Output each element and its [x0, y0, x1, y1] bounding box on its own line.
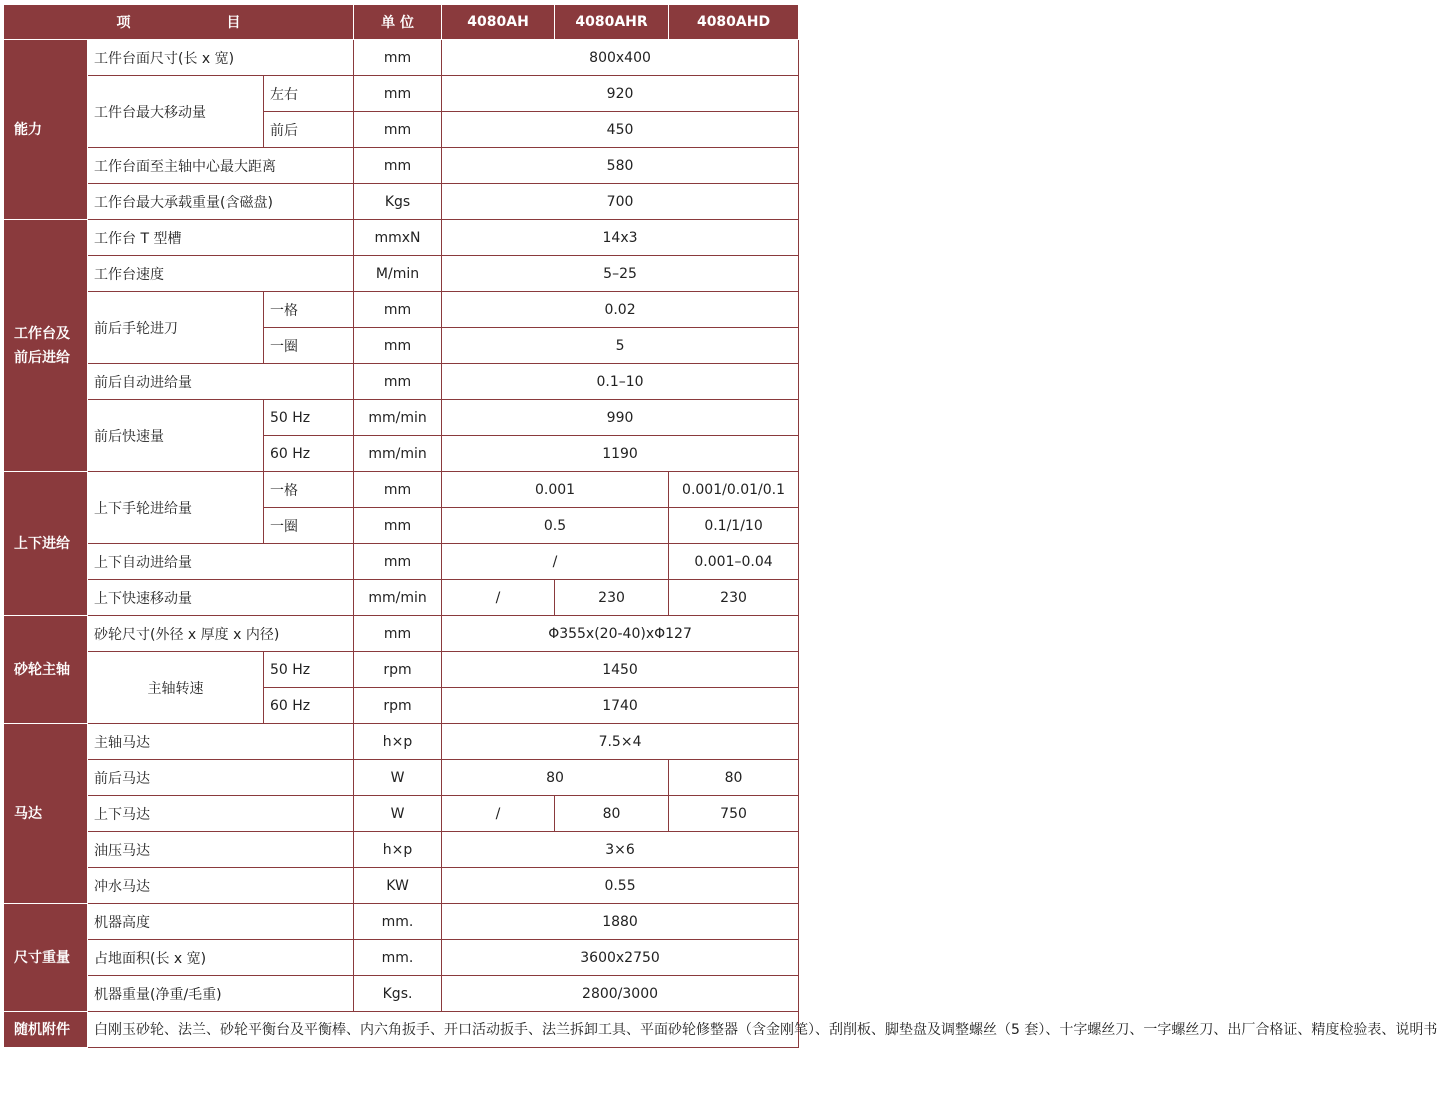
- item-unit: mm.: [354, 904, 442, 940]
- item-name: 工作台速度: [88, 256, 354, 292]
- item-name: 工件台面尺寸(长 x 宽): [88, 40, 354, 76]
- item-sub: 60 Hz: [264, 436, 354, 472]
- table-row: [4, 904, 799, 940]
- item-unit: M/min: [354, 256, 442, 292]
- table-row: [4, 400, 799, 436]
- item-unit: mm: [354, 76, 442, 112]
- item-name: 机器高度: [88, 904, 354, 940]
- item-unit: Kgs: [354, 184, 442, 220]
- item-unit: mm/min: [354, 580, 442, 616]
- item-name: 上下马达: [88, 796, 354, 832]
- table-row: [4, 76, 799, 112]
- table-row: [4, 616, 799, 652]
- item-name: 上下手轮进给量: [88, 472, 264, 544]
- table-row: [4, 868, 799, 904]
- item-value: 1880: [442, 904, 799, 940]
- spec-table: [3, 4, 1437, 1048]
- item-value: 450: [442, 112, 799, 148]
- header-model-1: 4080AH: [442, 5, 555, 40]
- item-value-ahr: 230: [555, 580, 669, 616]
- item-sub: 左右: [264, 76, 354, 112]
- item-value-ahr: 80: [555, 796, 669, 832]
- item-value: 0.5: [442, 508, 669, 544]
- item-value: Φ355x(20-40)xΦ127: [442, 616, 799, 652]
- header-item: 项 目: [4, 5, 354, 40]
- item-value: 0.1–10: [442, 364, 799, 400]
- item-unit: mmxN: [354, 220, 442, 256]
- item-unit: mm: [354, 472, 442, 508]
- item-value: 920: [442, 76, 799, 112]
- item-sub: 一圈: [264, 508, 354, 544]
- item-unit: KW: [354, 868, 442, 904]
- item-value-ahd: 80: [669, 760, 799, 796]
- table-row: [4, 976, 799, 1012]
- item-unit: rpm: [354, 688, 442, 724]
- item-unit: W: [354, 760, 442, 796]
- item-name: 前后快速量: [88, 400, 264, 472]
- item-unit: mm: [354, 328, 442, 364]
- table-row: [4, 364, 799, 400]
- header-unit: 单 位: [354, 5, 442, 40]
- item-unit: mm: [354, 40, 442, 76]
- item-value: 1740: [442, 688, 799, 724]
- item-value: 990: [442, 400, 799, 436]
- table-row: [4, 148, 799, 184]
- item-value: 2800/3000: [442, 976, 799, 1012]
- item-name: 机器重量(净重/毛重): [88, 976, 354, 1012]
- item-sub: 一圈: [264, 328, 354, 364]
- item-name: 上下自动进给量: [88, 544, 354, 580]
- table-row: [4, 292, 799, 328]
- table-row: [4, 796, 799, 832]
- table-row: [4, 1012, 799, 1048]
- item-value-ahd: 0.1/1/10: [669, 508, 799, 544]
- item-sub: 一格: [264, 292, 354, 328]
- item-unit: mm: [354, 616, 442, 652]
- item-value: 800x400: [442, 40, 799, 76]
- item-value-ah: /: [442, 580, 555, 616]
- item-name: 占地面积(长 x 宽): [88, 940, 354, 976]
- item-unit: mm: [354, 544, 442, 580]
- table-row: [4, 652, 799, 688]
- item-unit: mm: [354, 112, 442, 148]
- item-unit: mm: [354, 364, 442, 400]
- item-value: 5: [442, 328, 799, 364]
- accessories-text: 白刚玉砂轮、法兰、砂轮平衡台及平衡棒、内六角扳手、开口活动扳手、法兰拆卸工具、平面砂轮修整器（含金刚笔）、刮削板、脚垫盘及调整螺丝（5 套）、十字螺丝刀、一字螺丝刀、出厂合格证、精度检验表、说明书: [88, 1012, 799, 1048]
- category-vertical-feed: 上下进给: [4, 472, 88, 616]
- category-spindle: 砂轮主轴: [4, 616, 88, 724]
- item-unit: mm: [354, 292, 442, 328]
- item-unit: h×p: [354, 832, 442, 868]
- item-name: 工作台最大承载重量(含磁盘): [88, 184, 354, 220]
- item-name: 工作台 T 型槽: [88, 220, 354, 256]
- item-sub: 50 Hz: [264, 400, 354, 436]
- item-name: 冲水马达: [88, 868, 354, 904]
- category-motor: 马达: [4, 724, 88, 904]
- table-row: [4, 580, 799, 616]
- category-accessories: 随机附件: [4, 1012, 88, 1048]
- item-value: /: [442, 544, 669, 580]
- item-unit: mm.: [354, 940, 442, 976]
- item-value-ah: /: [442, 796, 555, 832]
- item-unit: mm/min: [354, 400, 442, 436]
- item-value: 1450: [442, 652, 799, 688]
- table-row: [4, 184, 799, 220]
- item-value: 580: [442, 148, 799, 184]
- item-unit: mm/min: [354, 436, 442, 472]
- table-row: [4, 220, 799, 256]
- item-name: 油压马达: [88, 832, 354, 868]
- item-value: 7.5×4: [442, 724, 799, 760]
- item-sub: 一格: [264, 472, 354, 508]
- table-row: [4, 544, 799, 580]
- item-value: 1190: [442, 436, 799, 472]
- item-value: 14x3: [442, 220, 799, 256]
- item-value-ahd: 0.001/0.01/0.1: [669, 472, 799, 508]
- item-name: 主轴马达: [88, 724, 354, 760]
- item-value: 3×6: [442, 832, 799, 868]
- category-dimensions: 尺寸重量: [4, 904, 88, 1012]
- item-value: 80: [442, 760, 669, 796]
- table-row: [4, 940, 799, 976]
- category-table-feed: 工作台及前后进给: [4, 220, 88, 472]
- item-value: 0.02: [442, 292, 799, 328]
- item-name: 前后手轮进刀: [88, 292, 264, 364]
- item-unit: W: [354, 796, 442, 832]
- item-name: 前后自动进给量: [88, 364, 354, 400]
- item-unit: Kgs.: [354, 976, 442, 1012]
- header-model-3: 4080AHD: [669, 5, 799, 40]
- table-row: [4, 256, 799, 292]
- item-value-ahd: 230: [669, 580, 799, 616]
- item-name: 工件台最大移动量: [88, 76, 264, 148]
- item-sub: 前后: [264, 112, 354, 148]
- table-row: [4, 40, 799, 76]
- item-sub: 50 Hz: [264, 652, 354, 688]
- table-row: [4, 724, 799, 760]
- item-name: 工作台面至主轴中心最大距离: [88, 148, 354, 184]
- table-row: [4, 472, 799, 508]
- item-name: 前后马达: [88, 760, 354, 796]
- item-value: 3600x2750: [442, 940, 799, 976]
- item-unit: mm: [354, 508, 442, 544]
- table-row: [4, 760, 799, 796]
- item-name: 上下快速移动量: [88, 580, 354, 616]
- table-row: [4, 832, 799, 868]
- item-name: 主轴转速: [88, 652, 264, 724]
- item-value: 5–25: [442, 256, 799, 292]
- item-value: 0.55: [442, 868, 799, 904]
- item-sub: 60 Hz: [264, 688, 354, 724]
- item-value: 700: [442, 184, 799, 220]
- header-model-2: 4080AHR: [555, 5, 669, 40]
- item-value-ahd: 750: [669, 796, 799, 832]
- item-unit: rpm: [354, 652, 442, 688]
- item-value-ahd: 0.001–0.04: [669, 544, 799, 580]
- item-value: 0.001: [442, 472, 669, 508]
- category-capacity: 能力: [4, 40, 88, 220]
- item-unit: mm: [354, 148, 442, 184]
- item-unit: h×p: [354, 724, 442, 760]
- header-row: [4, 5, 799, 40]
- item-name: 砂轮尺寸(外径 x 厚度 x 内径): [88, 616, 354, 652]
